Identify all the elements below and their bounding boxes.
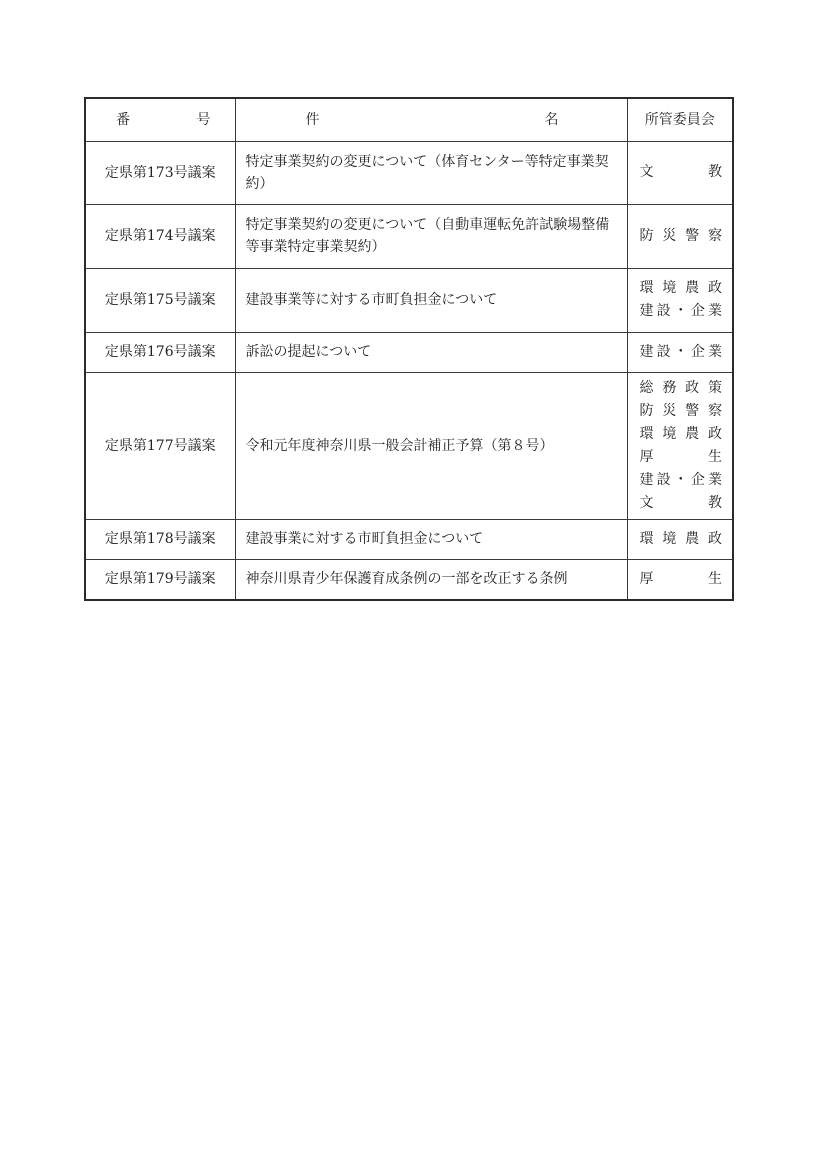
table-row — [85, 204, 733, 268]
committee-name: 建設・企業 — [639, 471, 722, 488]
table-row — [85, 268, 733, 332]
bill-committees — [627, 268, 733, 332]
bill-title: 建設事業等に対する市町負担金について — [235, 268, 627, 332]
bill-committees — [627, 204, 733, 268]
bill-title: 訴訟の提起について — [235, 332, 627, 372]
header-number-char: 番 — [116, 111, 130, 128]
bill-number: 定県第178号議案 — [85, 519, 235, 559]
bill-number: 定県第176号議案 — [85, 332, 235, 372]
bill-committees — [627, 372, 733, 519]
committee-name: 厚生 — [639, 570, 722, 587]
table-header-row — [85, 98, 733, 141]
committee-name: 文教 — [639, 164, 722, 180]
header-committee: 所管委員会 — [627, 98, 733, 141]
bill-committees — [627, 559, 733, 600]
table-row — [85, 372, 733, 519]
committee-name: 防災警察 — [639, 402, 722, 419]
header-number — [85, 98, 235, 141]
committee-name: 建設・企業 — [639, 303, 722, 319]
committee-name: 環境農政 — [639, 530, 722, 547]
table-row — [85, 141, 733, 204]
bill-number: 定県第177号議案 — [85, 372, 235, 519]
bill-title: 特定事業契約の変更について（体育センター等特定事業契約） — [235, 141, 627, 204]
committee-name: 文教 — [639, 494, 722, 511]
bill-number: 定県第173号議案 — [85, 141, 235, 204]
bill-number: 定県第174号議案 — [85, 204, 235, 268]
committee-name: 環境農政 — [639, 280, 722, 296]
bill-title: 特定事業契約の変更について（自動車運転免許試験場整備等事業特定事業契約） — [235, 204, 627, 268]
bill-title: 令和元年度神奈川県一般会計補正予算（第８号） — [235, 372, 627, 519]
committee-name: 環境農政 — [639, 425, 722, 442]
table-row — [85, 519, 733, 559]
header-title-char: 名 — [544, 111, 559, 128]
bill-committees — [627, 332, 733, 372]
bill-number: 定県第175号議案 — [85, 268, 235, 332]
header-title-char: 件 — [305, 111, 320, 128]
header-number-char: 号 — [196, 111, 211, 128]
committee-name: 建設・企業 — [639, 343, 722, 360]
header-title — [235, 98, 627, 141]
bill-committee-table — [84, 97, 734, 601]
table-row — [85, 332, 733, 372]
bill-number: 定県第179号議案 — [85, 559, 235, 600]
committee-name: 総務政策 — [639, 379, 722, 396]
bill-title: 建設事業に対する市町負担金について — [235, 519, 627, 559]
committee-name: 防災警察 — [639, 227, 722, 244]
table-row — [85, 559, 733, 600]
bill-committees — [627, 141, 733, 204]
committee-name: 厚生 — [639, 448, 722, 465]
bill-committees — [627, 519, 733, 559]
bill-title: 神奈川県青少年保護育成条例の一部を改正する条例 — [235, 559, 627, 600]
